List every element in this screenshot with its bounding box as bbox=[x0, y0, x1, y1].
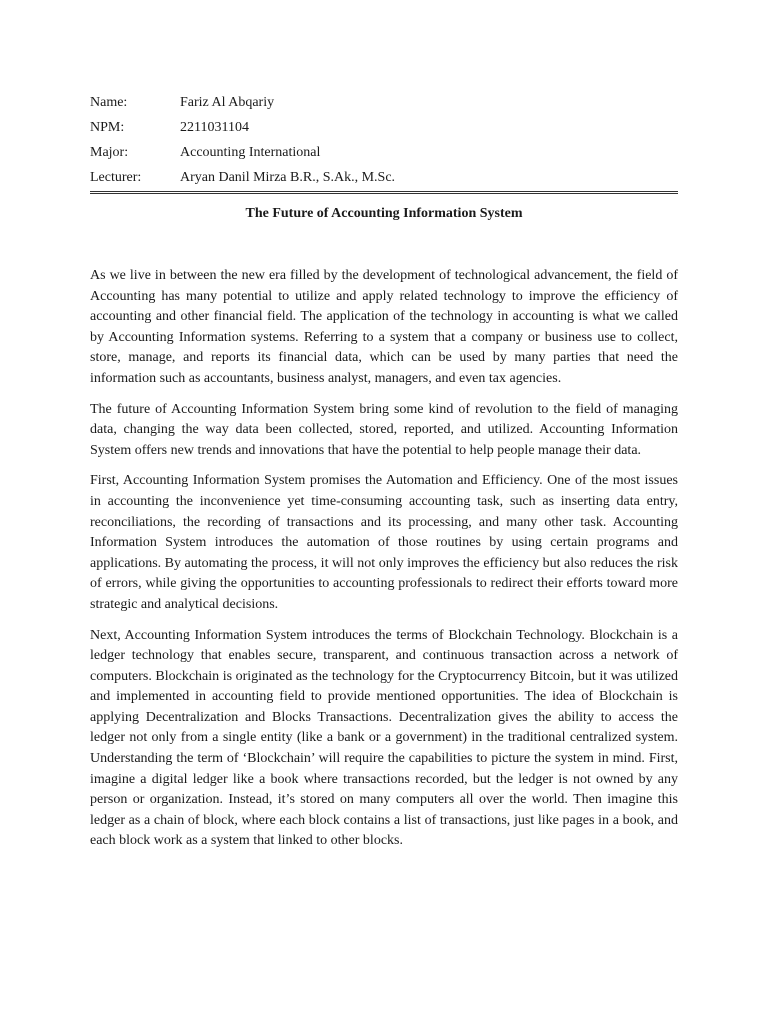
document-page bbox=[90, 90, 678, 862]
header-divider bbox=[90, 191, 678, 194]
paragraph: First, Accounting Information System promises the Automation and Efficiency. One of the most issues in accounting the inconvenience yet time-consuming accounting task, such as inserting data entry, reconciliations, the recording of transactions and its processing, and many other task. Accounting Information System introduces the automation of those routines by using certain programs and applications. By automating the process, it will not only improves the efficiency but also reduces the risk of errors, while giving the opportunities to accounting professionals to redirect their efforts toward more strategic and analytical decisions. bbox=[90, 473, 678, 612]
info-row-name bbox=[90, 90, 678, 115]
info-row-major bbox=[90, 140, 678, 165]
paragraph: The future of Accounting Information System bring some kind of revolution to the field of managing data, changing the way data been collected, stored, reported, and utilized. Accounting Information System offers new trends and innovations that have the potential to help people manage their data. bbox=[90, 401, 678, 458]
document-body bbox=[90, 266, 678, 852]
info-value: Aryan Danil Mirza B.R., S.Ak., M.Sc. bbox=[180, 170, 396, 185]
student-info-table bbox=[90, 90, 678, 190]
info-value: Accounting International bbox=[180, 145, 321, 160]
info-label: Lecturer: bbox=[90, 170, 142, 185]
paragraph: As we live in between the new era filled by the development of technological advancement, the field of Accounting has many potential to utilize and apply related technology to improve the efficiency of accounting and other financial field. The application of the technology in accounting is what we called by Accounting Information systems. Referring to a system that a company or business use to collect, store, manage, and reports its financial data, which can be used by many parties that need the information such as accountants, business analyst, managers, and even tax agencies. bbox=[90, 268, 678, 386]
document-title: The Future of Accounting Information System bbox=[245, 206, 523, 221]
info-row-lecturer bbox=[90, 165, 678, 190]
info-label: Major: bbox=[90, 145, 129, 160]
paragraph: Next, Accounting Information System introduces the terms of Blockchain Technology. Blockchain is a ledger technology that enables secure, transparent, and continuous transaction across a network of computers. Blockchain is originated as the technology for the Cryptocurrency Bitcoin, but it was utilized and implemented in accounting field to provide mentioned opportunities. The idea of Blockchain is applying Decentralization and Blocks Transactions. Decentralization gives the ability to access the ledger not only from a single entity (like a bank or a government) in the traditional centralized system. Understanding the term of ‘Blockchain’ will require the capabilities to picture the system in mind. First, imagine a digital ledger like a book where transactions recorded, but the ledger is not owned by any person or organization. Instead, it’s stored on many computers all over the world. Then imagine this ledger as a chain of block, where each block contains a list of transactions, just like pages in a book, and each block work as a system that linked to other blocks. bbox=[90, 627, 678, 849]
info-value: Fariz Al Abqariy bbox=[180, 95, 275, 110]
info-value: 2211031104 bbox=[180, 120, 249, 135]
info-label: NPM: bbox=[90, 120, 125, 135]
info-label: Name: bbox=[90, 95, 128, 110]
info-row-npm bbox=[90, 115, 678, 140]
